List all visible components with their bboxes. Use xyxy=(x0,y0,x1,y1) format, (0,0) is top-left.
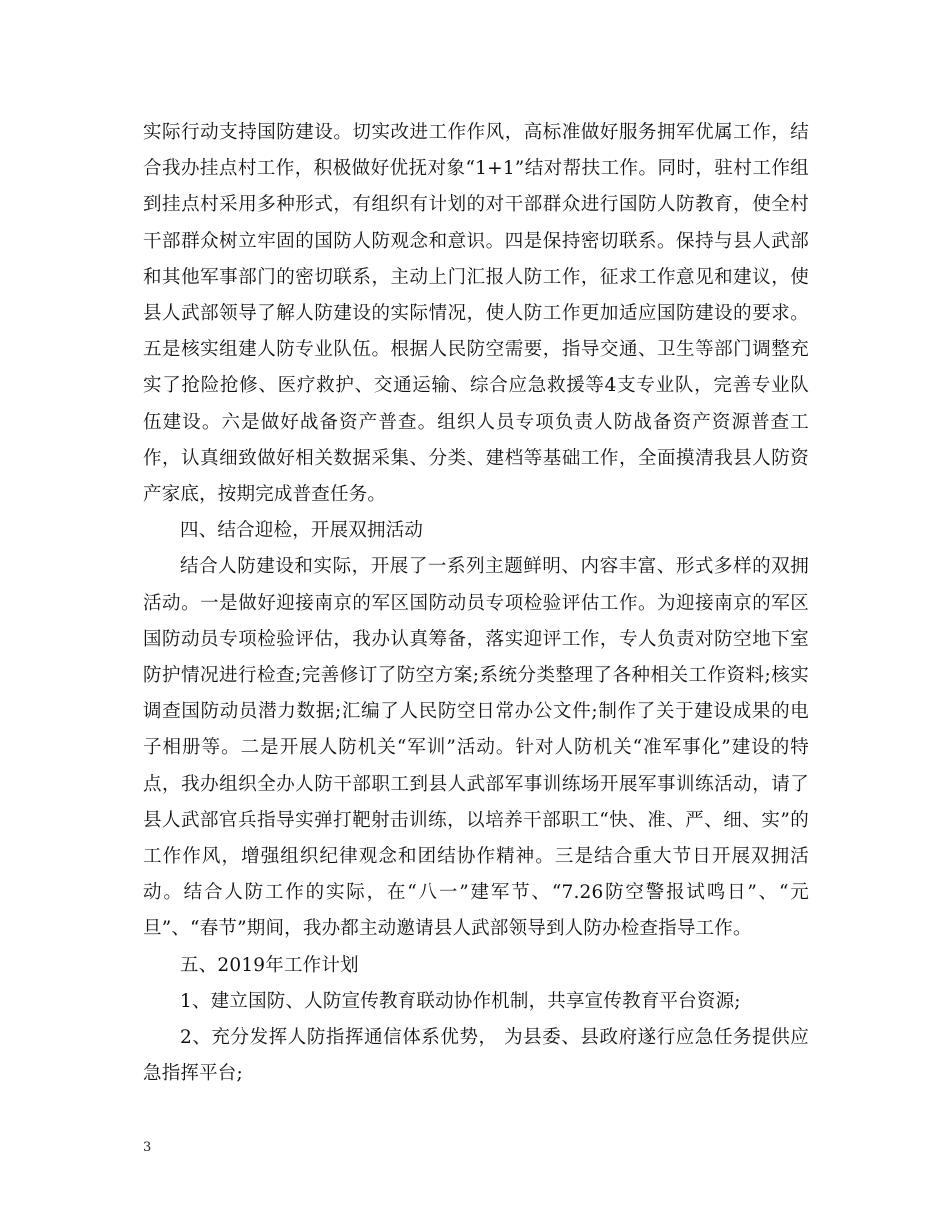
section-heading-four: 四、结合迎检，开展双拥活动 xyxy=(180,520,424,542)
paragraph-continuation: 实际行动支持国防建设。切实改进工作作风，高标准做好服务拥军优属工作，结合我办挂点村工作，积极做好优抚对象“1+1”结对帮扶工作。同时，驻村工作组到挂点村采用多种形式，有组织有计划的对干部群众进行国防人防教育，使全村干部群众树立牢固的国防人防观念和意识。四是保持密切联系。保持与县人武部和其他军事部门的密切联系，主动上门汇报人防工作，征求工作意见和建议，使县人武部领导了解人防建设的实际情况，使人防工作更加适应国防建设的要求。五是核实组建人防专业队伍。根据人民防空需要，指导交通、卫生等部门调整充实了抢险抢修、医疗救护、交通运输、综合应急救援等4支专业队，完善专业队伍建设。六是做好战备资产普查。组织人员专项负责人防战备资产资源普查工作，认真细致做好相关数据采集、分类、建档等基础工作，全面摸清我县人防资产家底，按期完成普查任务。 xyxy=(143,122,809,506)
paragraph-double-support: 结合人防建设和实际，开展了一系列主题鲜明、内容丰富、形式多样的双拥活动。一是做好迎接南京的军区国防动员专项检验评估工作。为迎接南京的军区国防动员专项检验评估，我办认真筹备，落实迎评工作，专人负责对防空地下室防护情况进行检查;完善修订了防空方案;系统分类整理了各种相关工作资料;核实调查国防动员潜力数据;汇编了人民防空日常办公文件;制作了关于建设成果的电子相册等。二是开展人防机关“军训”活动。针对人防机关“准军事化”建设的特点，我办组织全办人防干部职工到县人武部军事训练场开展军事训练活动，请了县人武部官兵指导实弹打靶射击训练，以培养干部职工“快、准、严、细、实”的工作作风，增强组织纪律观念和团结协作精神。三是结合重大节日开展双拥活动。结合人防工作的实际，在“八一”建军节、“7.26防空警报试鸣日”、“元旦”、“春节”期间，我办都主动邀请县人武部领导到人防办检查指导工作。 xyxy=(143,556,809,940)
page-number: 3 xyxy=(143,1140,152,1155)
document-body xyxy=(143,115,809,1092)
plan-item-2: 2、充分发挥人防指挥通信体系优势， 为县委、县政府遂行应急任务提供应急指挥平台; xyxy=(143,1027,809,1085)
plan-item-1: 1、建立国防、人防宣传教育联动协作机制，共享宣传教育平台资源; xyxy=(180,990,741,1012)
section-heading-five: 五、2019年工作计划 xyxy=(180,954,359,976)
